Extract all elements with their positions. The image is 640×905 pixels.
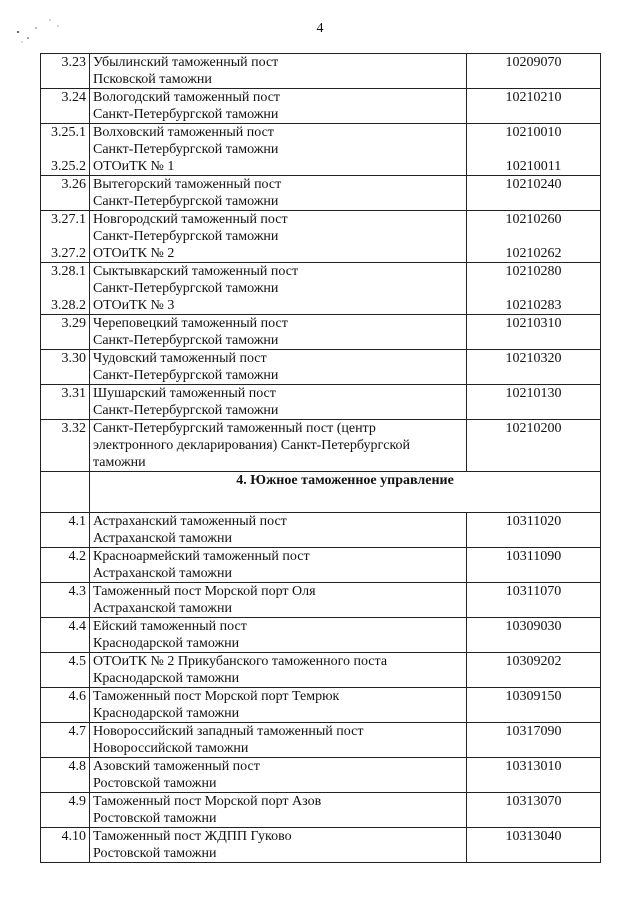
table-row xyxy=(41,548,601,583)
post-name: Сыктывкарский таможенный пост Санкт-Петербургской таможни ОТОиТК № 3 xyxy=(90,263,467,315)
post-name: Вытегорский таможенный пост Санкт-Петербургской таможни xyxy=(90,176,467,211)
scan-specks xyxy=(10,10,80,50)
post-code: 10209070 xyxy=(467,54,601,89)
row-number: 4.2 xyxy=(41,548,90,583)
table-row xyxy=(41,513,601,548)
row-number: 4.4 xyxy=(41,618,90,653)
row-number: 3.27.1 3.27.2 xyxy=(41,211,90,263)
table-row xyxy=(41,54,601,89)
table-row xyxy=(41,89,601,124)
table-row xyxy=(41,653,601,688)
post-code: 10311070 xyxy=(467,583,601,618)
table-row xyxy=(41,385,601,420)
row-number: 4.3 xyxy=(41,583,90,618)
post-code: 10210310 xyxy=(467,315,601,350)
table-row xyxy=(41,315,601,350)
post-code: 10210200 xyxy=(467,420,601,472)
row-number: 3.24 xyxy=(41,89,90,124)
post-name: Красноармейский таможенный пост Астраханской таможни xyxy=(90,548,467,583)
post-code: 10210260 10210262 xyxy=(467,211,601,263)
table-row xyxy=(41,828,601,863)
post-code: 10210130 xyxy=(467,385,601,420)
section-header-row xyxy=(41,472,601,513)
table-row xyxy=(41,124,601,176)
table-row xyxy=(41,758,601,793)
table-row xyxy=(41,688,601,723)
row-number: 4.5 xyxy=(41,653,90,688)
table-row xyxy=(41,211,601,263)
post-name: Волховский таможенный пост Санкт-Петербургской таможни ОТОиТК № 1 xyxy=(90,124,467,176)
post-code: 10311020 xyxy=(467,513,601,548)
table-row xyxy=(41,420,601,472)
post-name: Азовский таможенный пост Ростовской таможни xyxy=(90,758,467,793)
post-name: Таможенный пост ЖДПП Гуково Ростовской таможни xyxy=(90,828,467,863)
post-code: 10313040 xyxy=(467,828,601,863)
row-number: 3.31 xyxy=(41,385,90,420)
row-number: 4.8 xyxy=(41,758,90,793)
row-number: 3.28.1 3.28.2 xyxy=(41,263,90,315)
row-number: 4.10 xyxy=(41,828,90,863)
table-row xyxy=(41,723,601,758)
row-number: 4.1 xyxy=(41,513,90,548)
post-name: Новороссийский западный таможенный пост Новороссийской таможни xyxy=(90,723,467,758)
post-code: 10210210 xyxy=(467,89,601,124)
post-name: Ейский таможенный пост Краснодарской таможни xyxy=(90,618,467,653)
post-code: 10317090 xyxy=(467,723,601,758)
post-name: Астраханский таможенный пост Астраханской таможни xyxy=(90,513,467,548)
empty-cell xyxy=(41,472,90,513)
post-code: 10210010 10210011 xyxy=(467,124,601,176)
post-name: Убылинский таможенный пост Псковской таможни xyxy=(90,54,467,89)
post-code: 10309202 xyxy=(467,653,601,688)
post-code: 10313010 xyxy=(467,758,601,793)
table-row xyxy=(41,350,601,385)
post-name: Вологодский таможенный пост Санкт-Петербургской таможни xyxy=(90,89,467,124)
table-row xyxy=(41,583,601,618)
customs-posts-table xyxy=(40,53,601,863)
post-name: Шушарский таможенный пост Санкт-Петербургской таможни xyxy=(90,385,467,420)
post-name: Новгородский таможенный пост Санкт-Петербургской таможни ОТОиТК № 2 xyxy=(90,211,467,263)
row-number: 3.25.1 3.25.2 xyxy=(41,124,90,176)
row-number: 3.26 xyxy=(41,176,90,211)
post-name: Таможенный пост Морской порт Оля Астраханской таможни xyxy=(90,583,467,618)
post-code: 10210240 xyxy=(467,176,601,211)
row-number: 4.7 xyxy=(41,723,90,758)
post-name: Чудовский таможенный пост Санкт-Петербургской таможни xyxy=(90,350,467,385)
table-row xyxy=(41,263,601,315)
table-row xyxy=(41,618,601,653)
table-row xyxy=(41,793,601,828)
row-number: 3.29 xyxy=(41,315,90,350)
row-number: 3.30 xyxy=(41,350,90,385)
section-title: 4. Южное таможенное управление xyxy=(90,472,601,513)
table-row xyxy=(41,176,601,211)
post-name: Череповецкий таможенный пост Санкт-Петербургской таможни xyxy=(90,315,467,350)
row-number: 4.6 xyxy=(41,688,90,723)
post-code: 10311090 xyxy=(467,548,601,583)
post-code: 10210320 xyxy=(467,350,601,385)
row-number: 4.9 xyxy=(41,793,90,828)
post-code: 10309030 xyxy=(467,618,601,653)
post-name: ОТОиТК № 2 Прикубанского таможенного поста Краснодарской таможни xyxy=(90,653,467,688)
post-code: 10309150 xyxy=(467,688,601,723)
row-number: 3.23 xyxy=(41,54,90,89)
row-number: 3.32 xyxy=(41,420,90,472)
post-name: Санкт-Петербургский таможенный пост (центр электронного декларирования) Санкт-Петербургской таможни xyxy=(90,420,467,472)
page-number: 4 xyxy=(316,21,324,36)
post-code: 10313070 xyxy=(467,793,601,828)
post-name: Таможенный пост Морской порт Азов Ростовской таможни xyxy=(90,793,467,828)
post-name: Таможенный пост Морской порт Темрюк Краснодарской таможни xyxy=(90,688,467,723)
post-code: 10210280 10210283 xyxy=(467,263,601,315)
